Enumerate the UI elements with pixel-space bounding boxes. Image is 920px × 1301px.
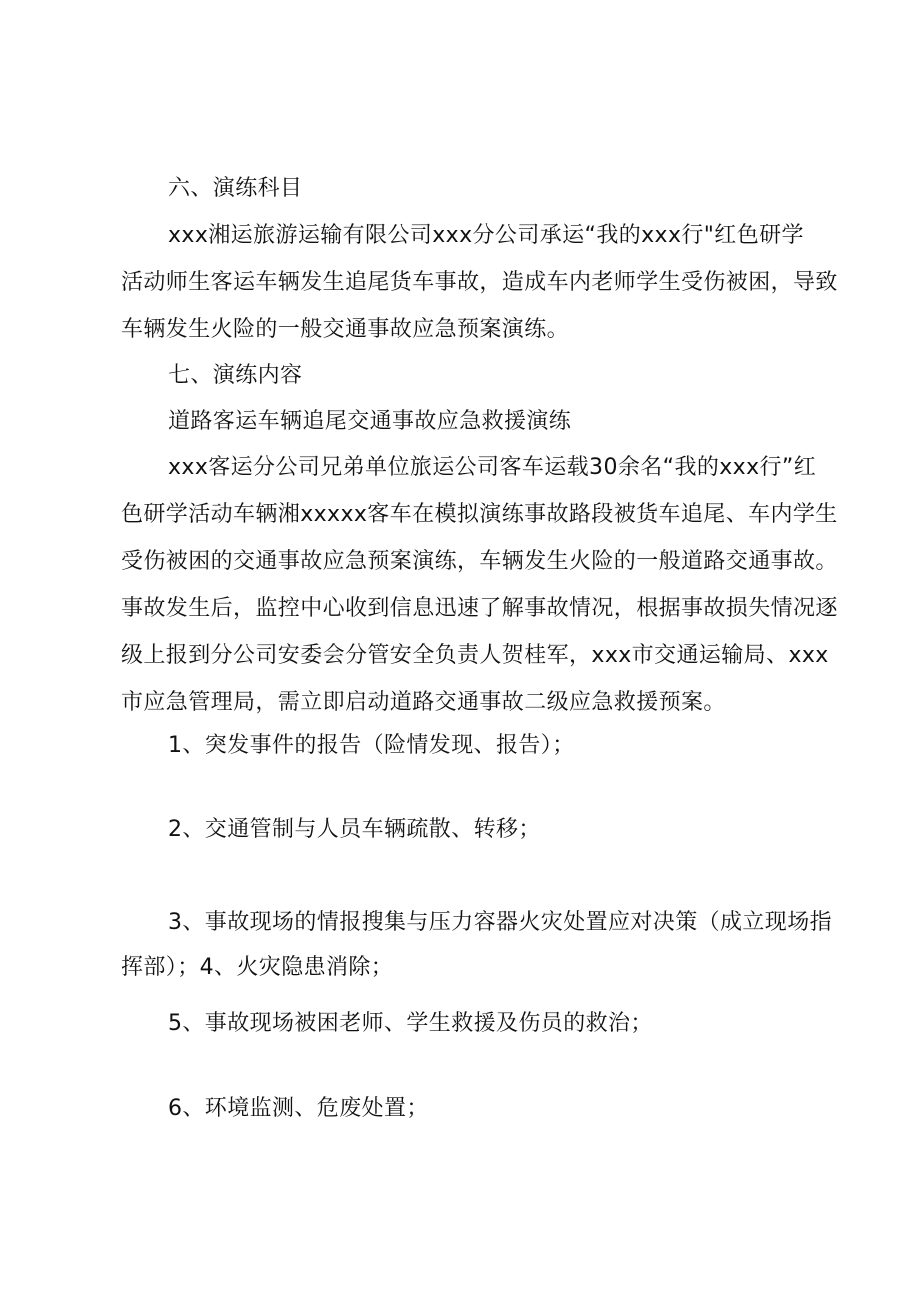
paragraph-line: xxx湘运旅游运输有限公司xxx分公司承运“我的xxx行"红色研学 bbox=[168, 223, 804, 248]
paragraph-line: 车辆发生火险的一般交通事故应急预案演练。 bbox=[121, 317, 570, 342]
list-item-continuation: 挥部）；4、火灾隐患消除； bbox=[121, 955, 394, 980]
section-7-heading: 七、演练内容 bbox=[168, 363, 303, 388]
paragraph-line: 受伤被困的交通事故应急预案演练，车辆发生火险的一般道路交通事故。 bbox=[121, 549, 838, 574]
paragraph-line: 市应急管理局，需立即启动道路交通事故二级应急救援预案。 bbox=[121, 690, 726, 715]
paragraph-line: 色研学活动车辆湘xxxxx客车在模拟演练事故路段被货车追尾、车内学生 bbox=[121, 502, 838, 527]
section-6-heading: 六、演练科目 bbox=[168, 176, 303, 201]
paragraph-line: 事故发生后，监控中心收到信息迅速了解事故情况，根据事故损失情况逐 bbox=[121, 596, 838, 621]
paragraph-line: 级上报到分公司安委会分管安全负责人贺桂军，xxx市交通运输局、xxx bbox=[121, 643, 829, 668]
paragraph-line: 活动师生客运车辆发生追尾货车事故，造成车内老师学生受伤被困，导致 bbox=[121, 270, 838, 295]
list-item: 6、环境监测、危废处置； bbox=[168, 1096, 429, 1121]
list-item: 3、事故现场的情报搜集与压力容器火灾处置应对决策（成立现场指 bbox=[168, 910, 832, 935]
section-7-subtitle: 道路客运车辆追尾交通事故应急救援演练 bbox=[168, 409, 572, 434]
paragraph-line: xxx客运分公司兄弟单位旅运公司客车运载30余名“我的xxx行”红 bbox=[168, 455, 817, 480]
list-item: 5、事故现场被困老师、学生救援及伤员的救治； bbox=[168, 1011, 653, 1036]
list-item: 1、突发事件的报告（险情发现、报告）； bbox=[168, 733, 575, 758]
section-6-paragraph bbox=[121, 212, 838, 353]
list-item: 2、交通管制与人员车辆疏散、转移； bbox=[168, 817, 541, 842]
section-7-paragraph bbox=[121, 444, 838, 726]
